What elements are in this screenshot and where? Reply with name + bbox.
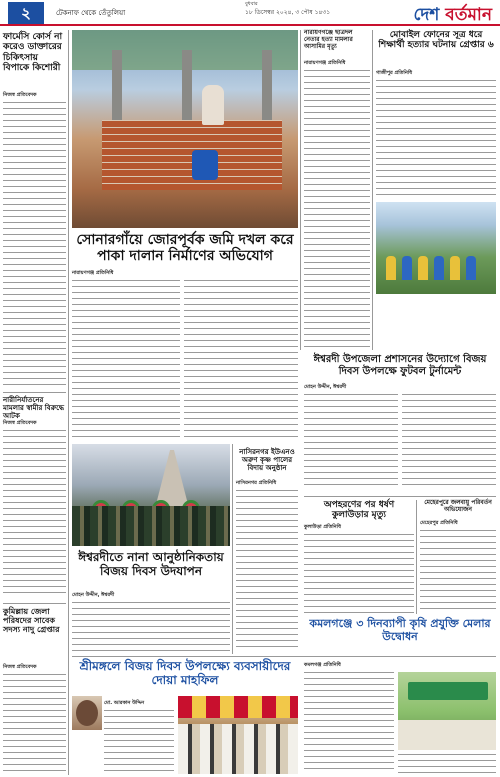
player	[418, 256, 428, 280]
victory-day-photo	[72, 444, 230, 546]
merchants-photo	[178, 696, 298, 774]
left-bottom-headline: কুমিল্লায় জেলা পরিষদের সাবেক সদস্য নাদু গ্রেপ্তার	[3, 607, 60, 635]
construction-photo	[72, 30, 298, 228]
tent	[178, 696, 298, 718]
narayanganj-headline: নারায়ণগঞ্জে ছাত্রদল নেতার হত্যা মামলার আসামির মৃত্যু	[304, 29, 353, 50]
divider	[304, 496, 496, 497]
football-photo	[376, 202, 496, 294]
player	[402, 256, 412, 280]
masthead-logo	[413, 2, 492, 30]
player	[434, 256, 444, 280]
ishwardi-headline: ঈশ্বরদীতে নানা আনুষ্ঠানিকতায় বিজয় দিবস উদযাপন	[78, 550, 224, 578]
football-body-1	[304, 392, 398, 490]
brand-part-2: বর্তমান	[445, 5, 492, 25]
meherpur-headline: মেহেরপুরে জলবায়ু পরিবর্তন অভিযোজন	[424, 499, 492, 513]
player	[386, 256, 396, 280]
fair-photo	[398, 672, 496, 750]
left-bottom-byline: নিজস্ব প্রতিবেদক	[3, 664, 37, 670]
page-header	[0, 0, 500, 26]
worker	[202, 85, 224, 125]
left-top-byline: নিজস্ব প্রতিবেদক	[3, 92, 37, 98]
sonargaon-byline: নারায়ণগঞ্জ প্রতিনিধি	[72, 270, 114, 276]
ishwardi-body	[72, 600, 230, 652]
left-mid-body	[3, 428, 66, 598]
section-title: টেকনাফ থেকে তেঁতুলিয়া	[56, 9, 126, 17]
divider	[3, 603, 66, 604]
sreemangal-byline: মো. আরকান উদ্দিন	[104, 700, 145, 706]
football-headline: ঈশ্বরদী উপজেলা প্রশাসনের উদ্যোগে বিজয় দিবস উপলক্ষে ফুটবল টুর্নামেন্ট	[313, 354, 487, 377]
nasirnagar-byline: নাসিরনগর প্রতিনিধি	[236, 480, 277, 486]
left-bottom-body	[3, 672, 66, 772]
nasirnagar-body	[236, 488, 298, 652]
mobile-phone-headline: মোবাইল ফোনের সূত্র ধরে শিক্ষার্থী হত্যার ঘটনায় গ্রেপ্তার ৬	[378, 30, 494, 51]
nasirnagar-headline: নাসিরনগর ইউএনও অরুণ কৃষ্ণ পালের বিদায় অনুষ্ঠান	[239, 448, 295, 473]
kamalganj-headline: কমলগঞ্জে ৩ দিনব্যাপী কৃষি প্রযুক্তি মেলার উদ্বোধন	[309, 617, 491, 643]
sreemangal-headline: শ্রীমঙ্গলে বিজয় দিবস উপলক্ষ্যে ব্যবসায়ীদের দোয়া মাহফিল	[79, 659, 291, 687]
column-rule	[372, 30, 373, 350]
abduction-headline: অপহরণের পর ধর্ষণ কুলাউড়ার মৃত্যু	[323, 500, 395, 521]
kamalganj-byline: কমলগঞ্জ প্রতিনিধি	[304, 662, 341, 668]
crowd	[72, 506, 230, 546]
issue-date: ১৮ ডিসেম্বর ২০২৪, ৩ পৌষ ১৪৩১	[245, 9, 331, 16]
column-rule	[232, 444, 233, 654]
divider	[3, 392, 66, 393]
kamalganj-body-2	[398, 752, 496, 774]
mobile-phone-byline: গাজীপুর প্রতিনিধি	[376, 70, 413, 76]
meherpur-byline: মেহেরপুর প্রতিনিধি	[420, 520, 458, 526]
column-rule	[416, 500, 417, 614]
blue-drum	[192, 150, 218, 180]
reporter-photo	[72, 696, 102, 730]
abduction-byline: কুলাউড়া প্রতিনিধি	[304, 524, 341, 530]
player	[450, 256, 460, 280]
sonargaon-headline: সোনারগাঁয়ে জোরপূর্বক জমি দখল করে পাকা দালান নির্মাণের অভিযোগ	[76, 232, 294, 265]
football-body-2	[402, 392, 496, 490]
narayanganj-byline: নারায়ণগঞ্জ প্রতিনিধি	[304, 60, 346, 66]
narayanganj-body	[304, 68, 370, 350]
left-top-body	[3, 100, 66, 386]
meherpur-body	[420, 528, 496, 614]
page-number: ২	[8, 2, 44, 24]
left-mid-byline: নিজস্ব প্রতিবেদক	[3, 420, 37, 426]
sonargaon-body-1	[72, 278, 180, 438]
display-table	[398, 720, 496, 750]
divider	[72, 656, 496, 657]
people	[178, 724, 298, 774]
abduction-body	[304, 532, 414, 614]
player	[466, 256, 476, 280]
banner	[408, 682, 488, 700]
kamalganj-body	[304, 670, 394, 774]
mobile-phone-body	[376, 78, 496, 198]
football-byline: মোহন উদ্দীন, ঈশ্বরদী	[304, 384, 347, 390]
left-mid-headline: নারীনির্যাতনের মামলার স্বামীর বিরুদ্ধে আটক	[3, 396, 65, 421]
column-rule	[300, 30, 301, 350]
issue-day: বুধবার	[245, 1, 258, 7]
left-top-headline: ফার্মেসি কোর্স না করেও ডাক্তারের চিকিৎসায় বিপাকে কিশোরী	[3, 32, 63, 74]
brand-part-1: দেশ	[413, 5, 446, 25]
sreemangal-body-1	[104, 708, 174, 774]
face	[76, 700, 98, 726]
sonargaon-body-2	[184, 278, 298, 438]
ishwardi-byline: মোহন উদ্দীন, ঈশ্বরদী	[72, 592, 115, 598]
column-rule	[68, 30, 69, 775]
